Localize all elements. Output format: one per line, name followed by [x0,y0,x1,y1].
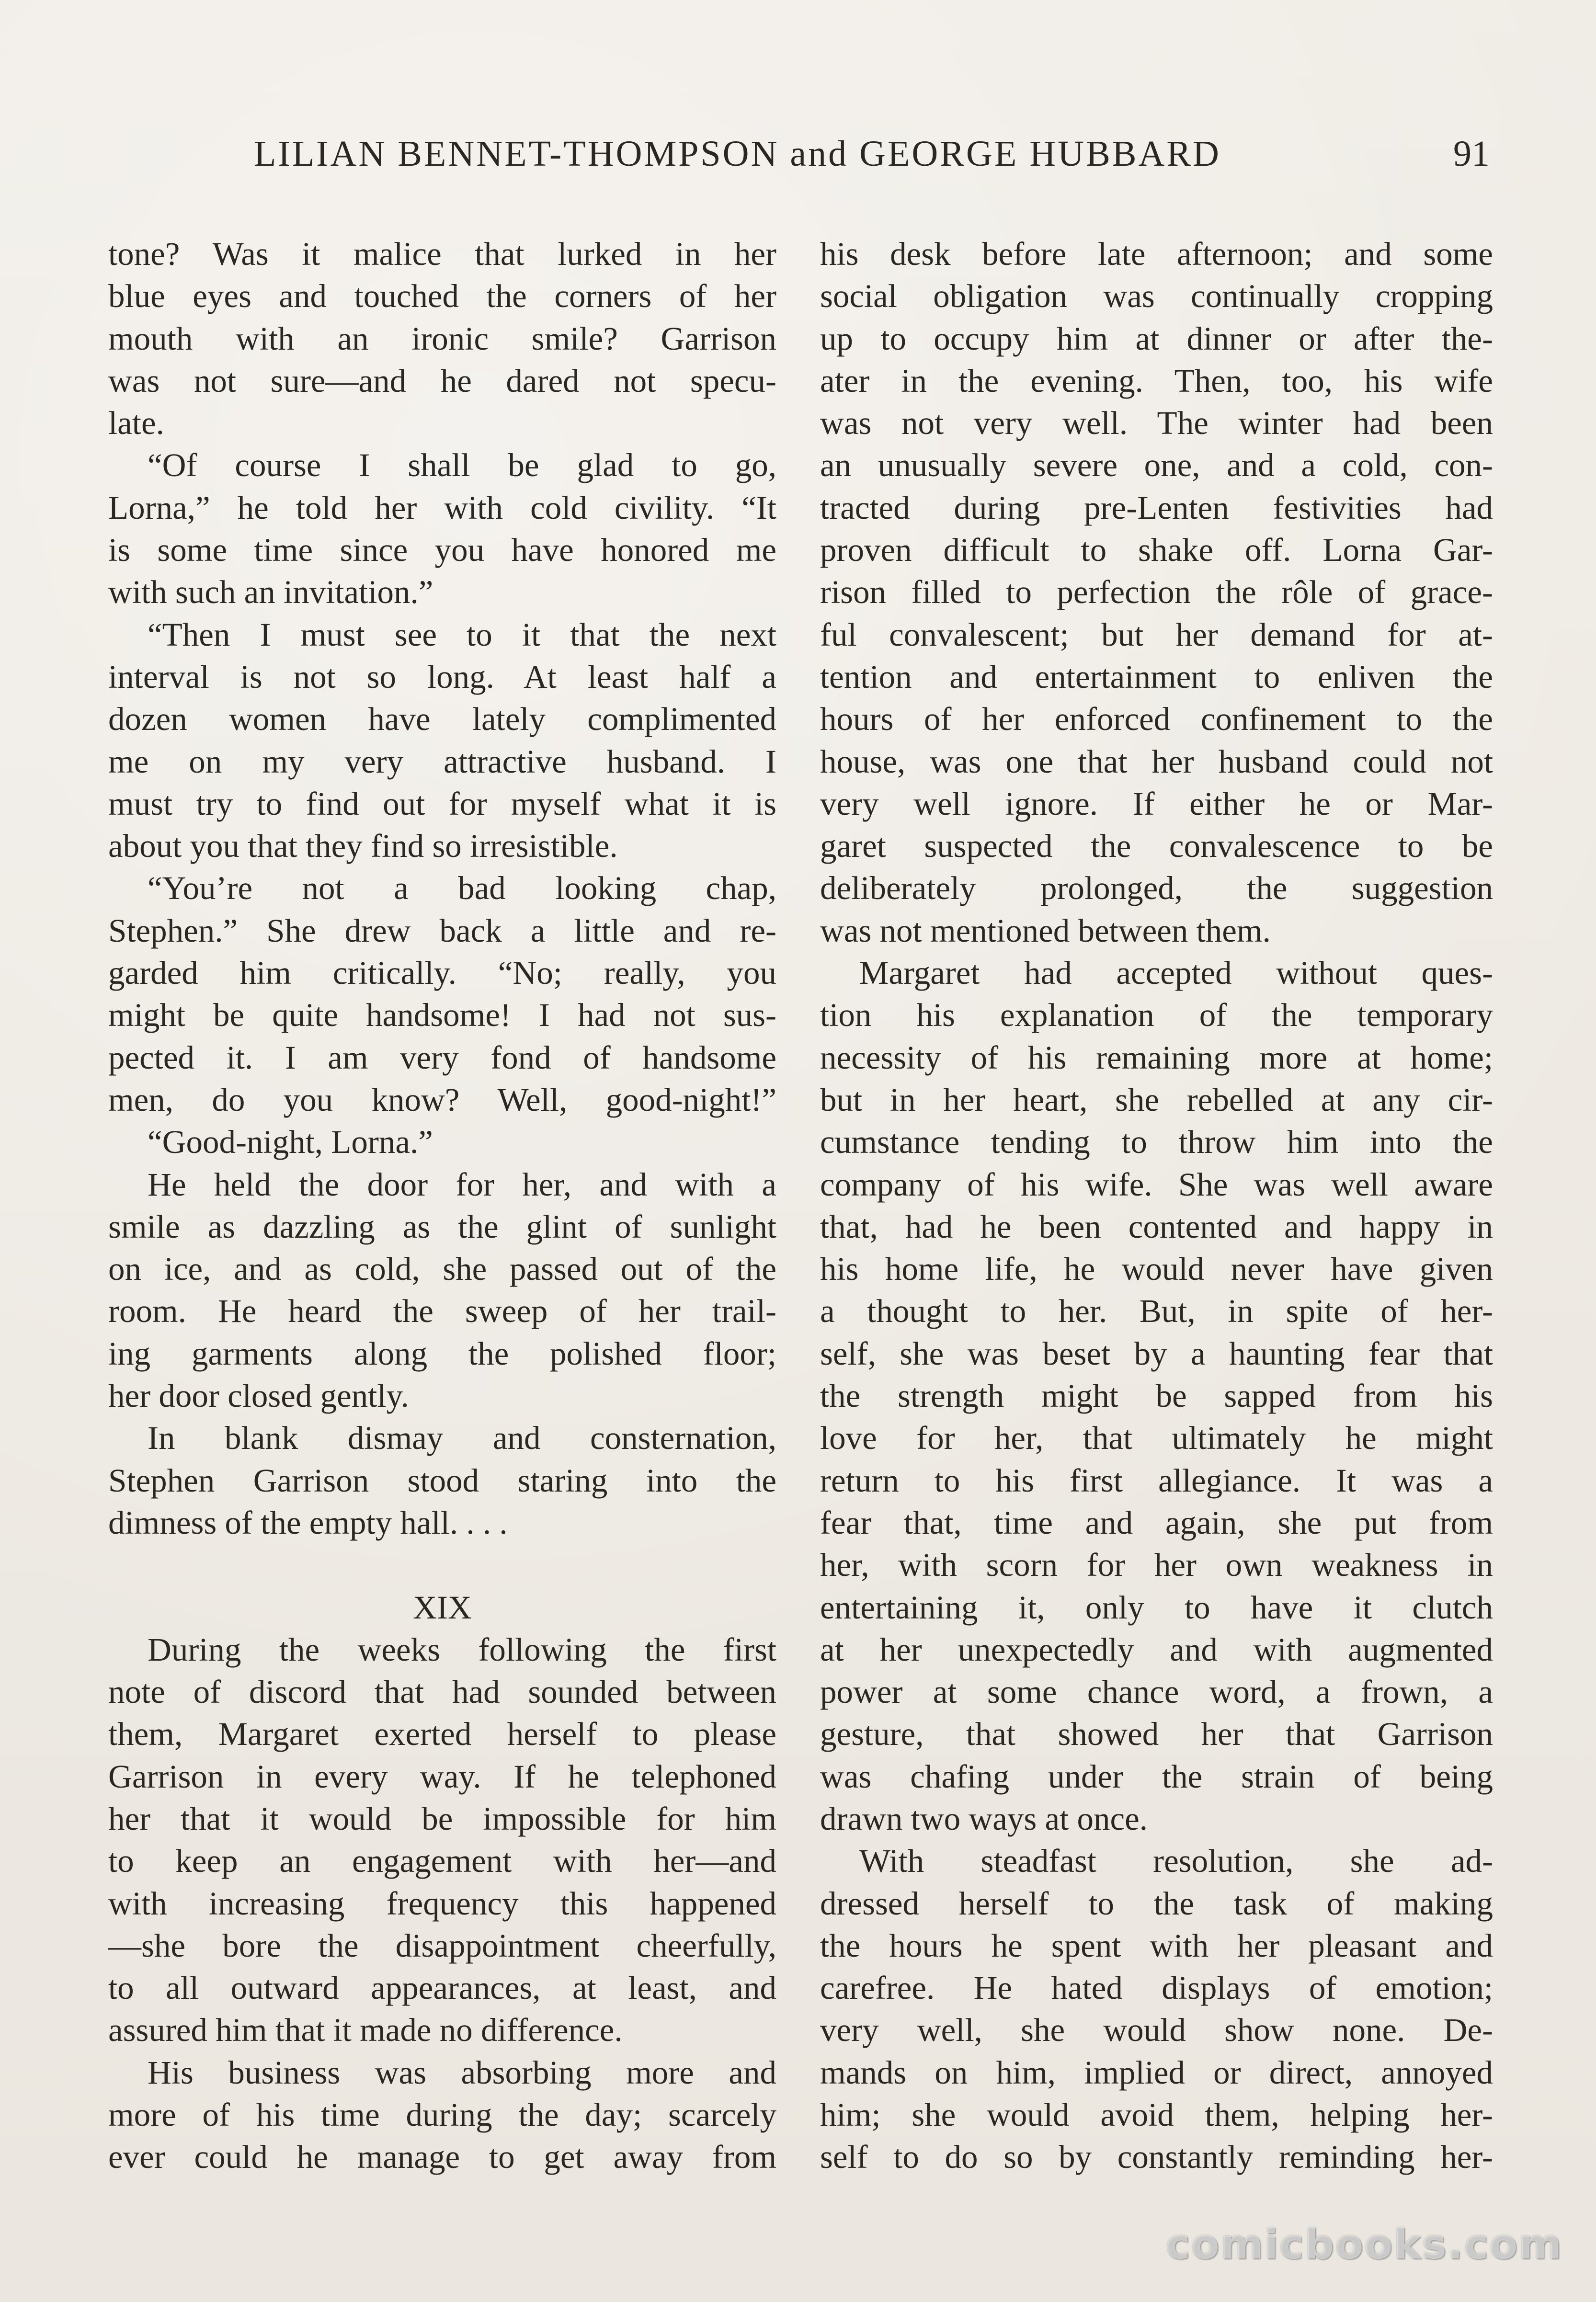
text-line: He held the door for her, and with a [148,1166,776,1203]
text-line: very well, she would show none. De- [820,2012,1493,2049]
text-line: was not sure—and he dared not specu- [108,362,776,399]
text-line: might be quite handsome! I had not sus- [108,997,776,1034]
text-line: fear that, time and again, she put from [820,1504,1493,1541]
text-line: late. [108,405,164,442]
text-line: entertaining it, only to have it clutch [820,1589,1493,1626]
text-line: His business was absorbing more and [148,2054,776,2091]
text-line: with increasing frequency this happened [108,1885,776,1922]
text-line: tention and entertainment to enliven the [820,658,1493,695]
text-line: tone? Was it malice that lurked in her [108,236,776,272]
text-line: room. He heard the sweep of her trail- [108,1293,776,1330]
text-line: garded him critically. “No; really, you [108,955,776,991]
text-line: company of his wife. She was well aware [820,1166,1493,1203]
text-line: self, she was beset by a haunting fear that [820,1335,1493,1372]
text-line: dimness of the empty hall. . . . [108,1504,508,1541]
text-line: was chafing under the strain of being [820,1758,1493,1795]
text-line: them, Margaret exerted herself to please [108,1716,776,1753]
text-line: the hours he spent with her pleasant and [820,1927,1493,1964]
text-line: was not mentioned between them. [820,912,1271,949]
text-line: ing garments along the polished floor; [108,1335,776,1372]
text-line: rison filled to perfection the rôle of grace- [820,574,1493,611]
text-line: an unusually severe one, and a cold, con- [820,447,1493,484]
text-line: In blank dismay and consternation, [148,1420,776,1457]
text-line: house, was one that her husband could not [820,743,1493,780]
text-line: her that it would be impossible for him [108,1800,776,1837]
text-line: Garrison in every way. If he telephoned [108,1758,776,1795]
text-line: love for her, that ultimately he might [820,1420,1493,1457]
text-line: to keep an engagement with her—and [108,1843,776,1880]
text-line: with such an invitation.” [108,574,433,611]
text-line: dressed herself to the task of making [820,1885,1493,1922]
text-line: “Of course I shall be glad to go, [148,447,776,484]
text-line: pected it. I am very fond of handsome [108,1039,776,1076]
text-line: social obligation was continually cropping [820,278,1493,315]
text-line: his desk before late afternoon; and some [820,236,1493,272]
text-line: power at some chance word, a frown, a [820,1674,1493,1710]
text-line: —she bore the disappointment cheerfully, [108,1927,776,1964]
text-line: the strength might be sapped from his [820,1378,1493,1414]
text-line: gesture, that showed her that Garrison [820,1716,1493,1753]
text-line: note of discord that had sounded between [108,1674,776,1710]
text-line: carefree. He hated displays of emotion; [820,1970,1493,2006]
text-line: smile as dazzling as the glint of sunlight [108,1208,776,1245]
text-line: Stephen.” She drew back a little and re- [108,912,776,949]
text-line: tracted during pre-Lenten festivities had [820,489,1493,526]
page-number: 91 [1453,134,1490,174]
text-line: deliberately prolonged, the suggestion [820,870,1493,907]
text-line: drawn two ways at once. [820,1800,1148,1837]
text-line: hours of her enforced confinement to the [820,701,1493,738]
text-line: at her unexpectedly and with augmented [820,1631,1493,1668]
text-line: is some time since you have honored me [108,532,776,569]
text-line: necessity of his remaining more at home; [820,1039,1493,1076]
text-line: up to occupy him at dinner or after the- [820,320,1493,357]
text-line: more of his time during the day; scarcely [108,2097,776,2133]
text-line: garet suspected the convalescence to be [820,828,1493,865]
text-line: mands on him, implied or direct, annoyed [820,2054,1493,2091]
text-line: him; she would avoid them, helping her- [820,2097,1493,2133]
text-line: her, with scorn for her own weakness in [820,1547,1493,1584]
text-line: men, do you know? Well, good-night!” [108,1081,776,1118]
text-line: tion his explanation of the temporary [820,997,1493,1034]
text-line: “Good-night, Lorna.” [148,1124,433,1161]
text-line: Lorna,” he told her with cold civility. “It [108,489,776,526]
text-line: With steadfast resolution, she ad- [859,1843,1493,1880]
text-line: “You’re not a bad looking chap, [148,870,776,907]
text-line: proven difficult to shake off. Lorna Gar- [820,532,1493,569]
running-header-authors: LILIAN BENNET-THOMPSON and GEORGE HUBBARD [254,134,1221,174]
text-line: return to his first allegiance. It was a [820,1462,1493,1499]
text-line: assured him that it made no difference. [108,2012,623,2049]
text-line: Stephen Garrison stood staring into the [108,1462,776,1499]
text-line: on ice, and as cold, she passed out of the [108,1251,776,1288]
text-line: about you that they find so irresistible. [108,828,618,865]
text-line: his home life, he would never have given [820,1251,1493,1288]
text-line: blue eyes and touched the corners of her [108,278,776,315]
text-line: very well ignore. If either he or Mar- [820,785,1493,822]
text-line: me on my very attractive husband. I [108,743,776,780]
section-heading: XIX [413,1589,472,1626]
text-line: During the weeks following the first [148,1631,776,1668]
text-line: mouth with an ironic smile? Garrison [108,320,776,357]
watermark-logo: comicbooks.com [1165,2221,1562,2268]
text-line [108,1544,776,1586]
text-line: self to do so by constantly reminding her- [820,2139,1493,2176]
left-text-column [108,233,776,2178]
right-text-column [820,233,1493,2178]
text-line: ater in the evening. Then, too, his wife [820,362,1493,399]
text-line: her door closed gently. [108,1378,409,1414]
text-line: dozen women have lately complimented [108,701,776,738]
text-line: was not very well. The winter had been [820,405,1493,442]
text-line: interval is not so long. At least half a [108,658,776,695]
text-line: ful convalescent; but her demand for at- [820,616,1493,653]
text-line: that, had he been contented and happy in [820,1208,1493,1245]
text-line: “Then I must see to it that the next [148,616,776,653]
text-line: to all outward appearances, at least, and [108,1970,776,2006]
text-line: ever could he manage to get away from [108,2139,776,2176]
text-line: but in her heart, she rebelled at any cir- [820,1081,1493,1118]
text-line: Margaret had accepted without ques- [859,955,1493,991]
text-line: a thought to her. But, in spite of her- [820,1293,1493,1330]
text-line: cumstance tending to throw him into the [820,1124,1493,1161]
text-line: must try to find out for myself what it is [108,785,776,822]
